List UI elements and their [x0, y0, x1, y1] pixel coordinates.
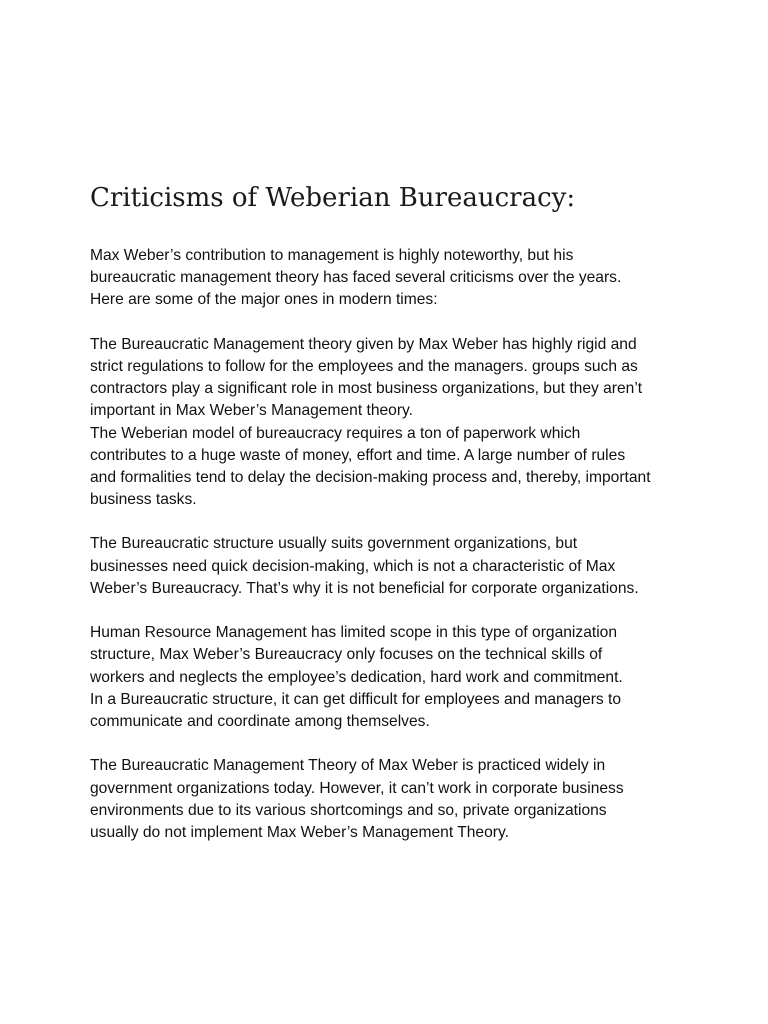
document-body	[90, 245, 690, 844]
paragraph-gap	[90, 312, 690, 334]
text-line: and formalities tend to delay the decision-making process and, thereby, important	[90, 468, 651, 486]
text-line: businesses need quick decision-making, which is not a characteristic of Max	[90, 557, 616, 575]
text-line: usually do not implement Max Weber’s Management Theory.	[90, 823, 509, 841]
text-line: bureaucratic management theory has faced several criticisms over the years.	[90, 269, 622, 287]
paragraph-government-suitability	[90, 533, 690, 600]
text-line: important in Max Weber’s Management theory.	[90, 402, 413, 420]
text-line: government organizations today. However, it can’t work in corporate business	[90, 779, 624, 797]
paragraph-gap	[90, 511, 690, 533]
text-line: Human Resource Management has limited scope in this type of organization	[90, 624, 618, 642]
text-line: environments due to its various shortcomings and so, private organizations	[90, 801, 607, 819]
text-line: contributes to a huge waste of money, effort and time. A large number of rules	[90, 446, 626, 464]
text-line: business tasks.	[90, 491, 197, 509]
text-line: The Bureaucratic structure usually suits government organizations, but	[90, 535, 578, 553]
text-line: Weber’s Bureaucracy. That’s why it is not beneficial for corporate organizations.	[90, 579, 639, 597]
text-line: The Bureaucratic Management Theory of Max Weber is practiced widely in	[90, 757, 606, 775]
paragraph-gap	[90, 733, 690, 755]
paragraph-hrm-scope	[90, 622, 690, 733]
text-line: contractors play a significant role in most business organizations, but they aren’t	[90, 380, 643, 398]
text-line: workers and neglects the employee’s dedication, hard work and commitment.	[90, 668, 623, 686]
text-line: communicate and coordinate among themselves.	[90, 712, 430, 730]
paragraph-gap	[90, 600, 690, 622]
text-line: The Weberian model of bureaucracy requires a ton of paperwork which	[90, 424, 581, 442]
text-line: Max Weber’s contribution to management is highly noteworthy, but his	[90, 247, 574, 264]
paragraph-intro	[90, 245, 690, 312]
text-line: structure, Max Weber’s Bureaucracy only focuses on the technical skills of	[90, 646, 603, 664]
page-title: Criticisms of Weberian Bureaucracy:	[90, 183, 576, 213]
text-line: In a Bureaucratic structure, it can get difficult for employees and managers to	[90, 690, 622, 708]
text-line: strict regulations to follow for the employees and the managers. groups such as	[90, 357, 638, 375]
text-line: Here are some of the major ones in modern times:	[90, 291, 438, 309]
text-line: The Bureaucratic Management theory given by Max Weber has highly rigid and	[90, 335, 637, 353]
paragraph-rigid-rules	[90, 334, 690, 512]
paragraph-conclusion	[90, 755, 690, 844]
